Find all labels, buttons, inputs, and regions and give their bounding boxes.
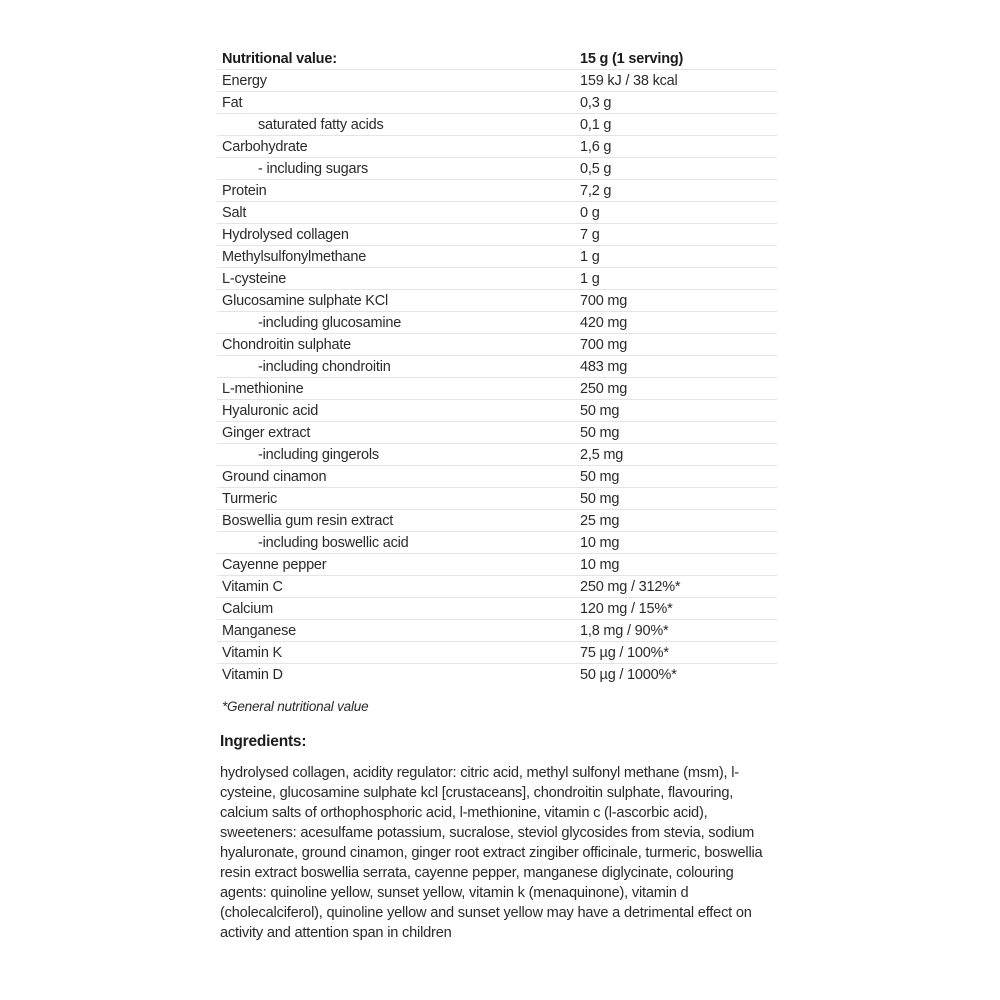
row-value: 50 mg [580, 468, 620, 485]
row-label: Protein [222, 182, 267, 199]
row-label: Calcium [222, 600, 273, 617]
row-label: Vitamin K [222, 644, 282, 661]
table-row [217, 642, 777, 664]
row-value: 0,3 g [580, 94, 612, 111]
ingredients-text: hydrolysed collagen, acidity regulator: citric acid, methyl sulfonyl methane (msm), l-cysteine, glucosamine sulphate kcl [crustaceans], chondroitin sulphate, flavouring, calcium salts of orthophosphoric acid, l-methionine, vitamin c (l-ascorbic acid), sweeteners: acesulfame potassium, sucralose, steviol glycosides from stevia, sodium hyaluronate, ground cinamon, ginger root extract zingiber officinale, turmeric, boswellia resin extract boswellia serrata, cayenne pepper, manganese diglycinate, colouring agents: quinoline yellow, sunset yellow, vitamin k (menaquinone), vitamin d (cholecalciferol), quinoline yellow and sunset yellow may have a detrimental effect on activity and attention span in children [220, 765, 763, 941]
row-label: -including chondroitin [258, 358, 391, 375]
table-row [217, 180, 777, 202]
row-value: 10 mg [580, 556, 620, 573]
row-value: 7 g [580, 226, 600, 243]
row-value: 10 mg [580, 534, 620, 551]
row-label: L-methionine [222, 380, 304, 397]
table-header-row [217, 48, 777, 70]
table-row [217, 268, 777, 290]
row-label: Turmeric [222, 490, 278, 507]
row-value: 420 mg [580, 314, 628, 331]
row-value: 120 mg / 15%* [580, 600, 673, 617]
table-row [217, 290, 777, 312]
row-value: 700 mg [580, 336, 628, 353]
row-label: Chondroitin sulphate [222, 336, 352, 353]
row-value: 250 mg / 312%* [580, 578, 681, 595]
row-value: 483 mg [580, 358, 628, 375]
table-row [217, 554, 777, 576]
table-row [217, 246, 777, 268]
table-row [217, 224, 777, 246]
row-value: 75 µg / 100%* [580, 644, 669, 661]
table-row [217, 620, 777, 642]
table-row [217, 400, 777, 422]
row-label: Carbohydrate [222, 138, 308, 155]
row-label: -including gingerols [258, 446, 379, 463]
table-row [217, 532, 777, 554]
row-label: Glucosamine sulphate KCl [222, 292, 389, 309]
table-row [217, 466, 777, 488]
row-value: 1,6 g [580, 138, 612, 155]
table-row [217, 444, 777, 466]
table-row [217, 312, 777, 334]
row-label: Cayenne pepper [222, 556, 327, 573]
row-label: Fat [222, 94, 243, 111]
general-value-footnote: *General nutritional value [222, 699, 369, 714]
row-label: Manganese [222, 622, 296, 639]
row-label: Ginger extract [222, 424, 311, 441]
table-row [217, 356, 777, 378]
row-value: 25 mg [580, 512, 620, 529]
row-value: 1 g [580, 270, 600, 287]
row-label: saturated fatty acids [258, 116, 384, 133]
row-label: Hyaluronic acid [222, 402, 319, 419]
row-label: -including boswellic acid [258, 534, 409, 551]
table-row [217, 378, 777, 400]
table-row [217, 202, 777, 224]
row-value: 50 mg [580, 402, 620, 419]
table-row [217, 334, 777, 356]
table-header-label: Nutritional value: [222, 50, 337, 67]
table-row [217, 422, 777, 444]
row-value: 7,2 g [580, 182, 612, 199]
table-body [217, 70, 777, 685]
row-value: 700 mg [580, 292, 628, 309]
row-value: 0,1 g [580, 116, 612, 133]
table-row [217, 70, 777, 92]
row-label: -including glucosamine [258, 314, 402, 331]
row-label: Hydrolysed collagen [222, 226, 349, 243]
row-label: Vitamin C [222, 578, 283, 595]
row-value: 50 µg / 1000%* [580, 666, 677, 683]
table-row [217, 510, 777, 532]
row-value: 1 g [580, 248, 600, 265]
table-row [217, 158, 777, 180]
row-label: Ground cinamon [222, 468, 327, 485]
row-label: L-cysteine [222, 270, 287, 287]
row-value: 1,8 mg / 90%* [580, 622, 669, 639]
row-label: Salt [222, 204, 247, 221]
nutrition-table [217, 48, 777, 685]
row-value: 50 mg [580, 424, 620, 441]
table-row [217, 114, 777, 136]
table-header-value: 15 g (1 serving) [580, 50, 684, 67]
table-row [217, 92, 777, 114]
row-label: Boswellia gum resin extract [222, 512, 394, 529]
row-value: 250 mg [580, 380, 628, 397]
table-row [217, 576, 777, 598]
row-value: 159 kJ / 38 kcal [580, 72, 678, 89]
table-row [217, 598, 777, 620]
ingredients-heading: Ingredients: [220, 733, 307, 750]
row-label: Vitamin D [222, 666, 283, 683]
table-row [217, 488, 777, 510]
table-row [217, 664, 777, 685]
row-label: - including sugars [258, 160, 369, 177]
row-label: Methylsulfonylmethane [222, 248, 367, 265]
row-value: 50 mg [580, 490, 620, 507]
row-value: 0,5 g [580, 160, 612, 177]
row-value: 0 g [580, 204, 600, 221]
row-label: Energy [222, 72, 267, 89]
row-value: 2,5 mg [580, 446, 624, 463]
table-row [217, 136, 777, 158]
